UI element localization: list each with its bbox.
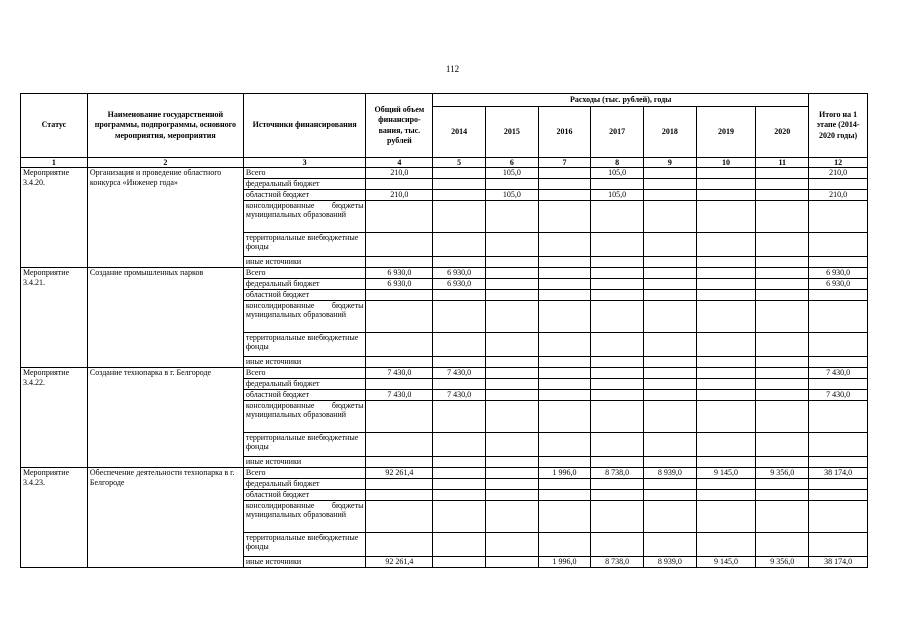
total-cell [366,490,433,501]
funding-source-cell: территориальные внебюджетные фонды [243,233,366,257]
status-cell: Мероприятие 3.4.22. [21,368,88,468]
year-value-cell [591,201,644,233]
total-cell: 92 261,4 [366,557,433,568]
total-cell: 210,0 [366,168,433,179]
year-value-cell [696,533,756,557]
year-value-cell [591,457,644,468]
year-value-cell [696,268,756,279]
year-value-cell [433,468,486,479]
stage-total-cell [809,433,868,457]
year-value-cell [485,479,538,490]
year-value-cell [485,457,538,468]
year-value-cell [644,433,697,457]
year-value-cell [433,533,486,557]
year-value-cell [433,333,486,357]
year-value-cell [756,501,809,533]
page-number: 112 [445,64,460,74]
column-number: 4 [366,158,433,168]
year-value-cell [485,501,538,533]
year-value-cell [538,457,591,468]
year-value-cell [433,233,486,257]
year-value-cell [696,168,756,179]
column-number: 7 [538,158,591,168]
year-value-cell [756,168,809,179]
year-value-cell [485,433,538,457]
financing-table [20,93,868,568]
year-value-cell [644,490,697,501]
year-value-cell [756,179,809,190]
year-value-cell [591,501,644,533]
year-value-cell [485,233,538,257]
stage-total-cell [809,490,868,501]
year-value-cell [485,201,538,233]
funding-source-cell: областной бюджет [243,190,366,201]
year-value-cell [485,368,538,379]
total-cell [366,401,433,433]
column-number-row [21,158,868,168]
column-number: 8 [591,158,644,168]
year-value-cell [591,301,644,333]
year-value-cell [433,379,486,390]
year-value-cell [433,401,486,433]
year-value-cell [538,201,591,233]
year-value-cell: 105,0 [485,190,538,201]
year-value-cell [644,401,697,433]
year-value-cell [591,390,644,401]
year-value-cell [433,501,486,533]
year-value-cell [485,390,538,401]
year-value-cell [538,379,591,390]
stage-total-cell: 38 174,0 [809,557,868,568]
year-value-cell: 105,0 [591,168,644,179]
stage-total-cell [809,401,868,433]
year-value-cell [756,257,809,268]
total-cell: 92 261,4 [366,468,433,479]
funding-source-cell: федеральный бюджет [243,179,366,190]
year-value-cell: 9 356,0 [756,468,809,479]
year-value-cell [644,168,697,179]
year-value-cell [538,290,591,301]
total-cell [366,379,433,390]
year-value-cell [485,268,538,279]
year-value-cell [756,379,809,390]
year-value-cell [644,179,697,190]
year-value-cell [433,201,486,233]
total-cell [366,257,433,268]
funding-source-cell: иные источники [243,457,366,468]
year-value-cell [696,279,756,290]
stage-total-cell [809,201,868,233]
year-value-cell [538,357,591,368]
total-cell [366,179,433,190]
stage-total-cell [809,179,868,190]
year-value-cell [696,233,756,257]
year-value-cell [756,290,809,301]
year-value-cell [591,290,644,301]
header-expenses: Расходы (тыс. рублей), годы [433,94,809,107]
column-number: 1 [21,158,88,168]
year-value-cell [433,257,486,268]
year-value-cell [591,479,644,490]
year-value-cell [591,490,644,501]
year-value-cell [644,268,697,279]
year-value-cell [756,301,809,333]
year-value-cell [538,401,591,433]
stage-total-cell [809,457,868,468]
header-result: Итого на 1 этапе (2014-2020 годы) [809,94,868,158]
total-cell: 6 930,0 [366,268,433,279]
funding-source-cell: иные источники [243,357,366,368]
year-value-cell [696,457,756,468]
column-number: 3 [243,158,366,168]
year-value-cell [433,357,486,368]
funding-source-cell: областной бюджет [243,490,366,501]
header-year: 2018 [644,107,697,158]
year-value-cell: 105,0 [485,168,538,179]
column-number: 5 [433,158,486,168]
year-value-cell [538,268,591,279]
total-cell [366,479,433,490]
header-year: 2016 [538,107,591,158]
year-value-cell [644,501,697,533]
year-value-cell [756,533,809,557]
stage-total-cell [809,501,868,533]
year-value-cell [485,379,538,390]
stage-total-cell: 210,0 [809,190,868,201]
year-value-cell [644,457,697,468]
stage-total-cell: 6 930,0 [809,268,868,279]
year-value-cell [756,268,809,279]
year-value-cell [591,533,644,557]
year-value-cell [591,333,644,357]
column-number: 11 [756,158,809,168]
year-value-cell [591,433,644,457]
funding-source-cell: Всего [243,268,366,279]
year-value-cell: 8 738,0 [591,557,644,568]
year-value-cell [485,279,538,290]
year-value-cell [696,333,756,357]
year-value-cell [696,379,756,390]
header-name: Наименование государственной программы, подпрограммы, основного мероприятия, мероприятия [87,94,243,158]
funding-source-cell: иные источники [243,557,366,568]
year-value-cell [644,357,697,368]
table-row [21,468,868,479]
year-value-cell [538,257,591,268]
year-value-cell [644,233,697,257]
stage-total-cell [809,233,868,257]
year-value-cell [696,357,756,368]
year-value-cell [644,257,697,268]
year-value-cell: 9 145,0 [696,468,756,479]
year-value-cell [756,457,809,468]
year-value-cell [485,257,538,268]
funding-source-cell: федеральный бюджет [243,379,366,390]
funding-source-cell: иные источники [243,257,366,268]
year-value-cell [696,257,756,268]
year-value-cell [696,433,756,457]
year-value-cell [756,333,809,357]
year-value-cell [538,168,591,179]
year-value-cell [696,479,756,490]
total-cell [366,290,433,301]
funding-source-cell: консолидированные бюджеты муниципальных образований [243,501,366,533]
year-value-cell: 8 738,0 [591,468,644,479]
column-number: 12 [809,158,868,168]
column-number: 6 [485,158,538,168]
year-value-cell [538,179,591,190]
header-sources: Источники финансирования [243,94,366,158]
year-value-cell [433,433,486,457]
funding-source-cell: Всего [243,368,366,379]
year-value-cell [538,333,591,357]
funding-source-cell: федеральный бюджет [243,279,366,290]
year-value-cell: 9 356,0 [756,557,809,568]
year-value-cell [538,279,591,290]
year-value-cell [696,201,756,233]
column-number: 10 [696,158,756,168]
year-value-cell [696,290,756,301]
year-value-cell [756,201,809,233]
funding-source-cell: Всего [243,468,366,479]
year-value-cell [591,179,644,190]
year-value-cell: 6 930,0 [433,268,486,279]
year-value-cell: 1 996,0 [538,468,591,479]
year-value-cell [756,433,809,457]
year-value-cell [644,379,697,390]
year-value-cell [591,268,644,279]
year-value-cell [433,290,486,301]
total-cell: 7 430,0 [366,390,433,401]
year-value-cell [433,190,486,201]
year-value-cell [538,490,591,501]
year-value-cell [485,179,538,190]
year-value-cell [538,390,591,401]
total-cell [366,501,433,533]
header-year: 2019 [696,107,756,158]
year-value-cell [591,233,644,257]
total-cell [366,433,433,457]
total-cell [366,233,433,257]
year-value-cell [591,257,644,268]
year-value-cell [485,290,538,301]
header-year: 2020 [756,107,809,158]
total-cell: 210,0 [366,190,433,201]
stage-total-cell: 7 430,0 [809,390,868,401]
year-value-cell [485,401,538,433]
year-value-cell: 7 430,0 [433,390,486,401]
year-value-cell [433,490,486,501]
year-value-cell [433,301,486,333]
total-cell [366,457,433,468]
year-value-cell [644,333,697,357]
measure-name-cell: Создание технопарка в г. Белгороде [87,368,243,468]
year-value-cell [696,301,756,333]
header-year: 2015 [485,107,538,158]
year-value-cell [538,190,591,201]
year-value-cell [696,190,756,201]
year-value-cell [756,390,809,401]
funding-source-cell: Всего [243,168,366,179]
stage-total-cell: 210,0 [809,168,868,179]
year-value-cell [696,401,756,433]
year-value-cell [591,279,644,290]
year-value-cell [644,301,697,333]
total-cell: 6 930,0 [366,279,433,290]
total-cell: 7 430,0 [366,368,433,379]
year-value-cell: 7 430,0 [433,368,486,379]
total-cell [366,333,433,357]
year-value-cell: 9 145,0 [696,557,756,568]
funding-source-cell: консолидированные бюджеты муниципальных образований [243,401,366,433]
stage-total-cell [809,357,868,368]
year-value-cell: 105,0 [591,190,644,201]
status-cell: Мероприятие 3.4.20. [21,168,88,268]
funding-source-cell: областной бюджет [243,290,366,301]
table-row [21,268,868,279]
year-value-cell [591,379,644,390]
stage-total-cell [809,333,868,357]
year-value-cell [644,533,697,557]
year-value-cell [756,368,809,379]
table-row [21,168,868,179]
year-value-cell [538,368,591,379]
measure-name-cell: Создание промышленных парков [87,268,243,368]
year-value-cell [756,357,809,368]
stage-total-cell: 7 430,0 [809,368,868,379]
year-value-cell [644,190,697,201]
year-value-cell [538,479,591,490]
stage-total-cell [809,290,868,301]
year-value-cell [756,279,809,290]
year-value-cell [644,368,697,379]
year-value-cell [485,490,538,501]
year-value-cell [644,201,697,233]
year-value-cell [485,533,538,557]
year-value-cell [696,490,756,501]
total-cell [366,301,433,333]
year-value-cell: 6 930,0 [433,279,486,290]
header-year: 2017 [591,107,644,158]
year-value-cell [433,479,486,490]
year-value-cell [538,233,591,257]
table-body [21,168,868,568]
measure-name-cell: Обеспечение деятельности технопарка в г. Белгороде [87,468,243,568]
year-value-cell: 8 939,0 [644,557,697,568]
year-value-cell [591,401,644,433]
stage-total-cell [809,257,868,268]
stage-total-cell [809,533,868,557]
funding-source-cell: консолидированные бюджеты муниципальных образований [243,301,366,333]
year-value-cell [485,357,538,368]
year-value-cell [756,190,809,201]
column-number: 9 [644,158,697,168]
table-row [21,368,868,379]
year-value-cell [756,490,809,501]
stage-total-cell [809,301,868,333]
year-value-cell [696,368,756,379]
column-number: 2 [87,158,243,168]
funding-source-cell: областной бюджет [243,390,366,401]
status-cell: Мероприятие 3.4.21. [21,268,88,368]
funding-source-cell: территориальные внебюджетные фонды [243,533,366,557]
funding-source-cell: территориальные внебюджетные фонды [243,333,366,357]
year-value-cell [644,290,697,301]
stage-total-cell [809,379,868,390]
year-value-cell [485,557,538,568]
year-value-cell [433,168,486,179]
total-cell [366,357,433,368]
total-cell [366,201,433,233]
year-value-cell: 1 996,0 [538,557,591,568]
stage-total-cell [809,479,868,490]
year-value-cell [756,401,809,433]
year-value-cell [696,390,756,401]
measure-name-cell: Организация и проведение областного конкурса «Инженер года» [87,168,243,268]
year-value-cell [538,501,591,533]
year-value-cell [591,368,644,379]
total-cell [366,533,433,557]
stage-total-cell: 38 174,0 [809,468,868,479]
year-value-cell [696,501,756,533]
year-value-cell [538,301,591,333]
year-value-cell [485,468,538,479]
header-status: Статус [21,94,88,158]
year-value-cell [538,433,591,457]
year-value-cell: 8 939,0 [644,468,697,479]
year-value-cell [591,357,644,368]
year-value-cell [644,390,697,401]
year-value-cell [433,557,486,568]
year-value-cell [433,179,486,190]
year-value-cell [756,479,809,490]
year-value-cell [756,233,809,257]
year-value-cell [538,533,591,557]
year-value-cell [485,333,538,357]
header-total: Общий объем финансиро-вания, тыс. рублей [366,94,433,158]
year-value-cell [644,479,697,490]
year-value-cell [644,279,697,290]
year-value-cell [696,179,756,190]
stage-total-cell: 6 930,0 [809,279,868,290]
funding-source-cell: федеральный бюджет [243,479,366,490]
funding-source-cell: консолидированные бюджеты муниципальных образований [243,201,366,233]
funding-source-cell: территориальные внебюджетные фонды [243,433,366,457]
header-year: 2014 [433,107,486,158]
year-value-cell [433,457,486,468]
status-cell: Мероприятие 3.4.23. [21,468,88,568]
year-value-cell [485,301,538,333]
